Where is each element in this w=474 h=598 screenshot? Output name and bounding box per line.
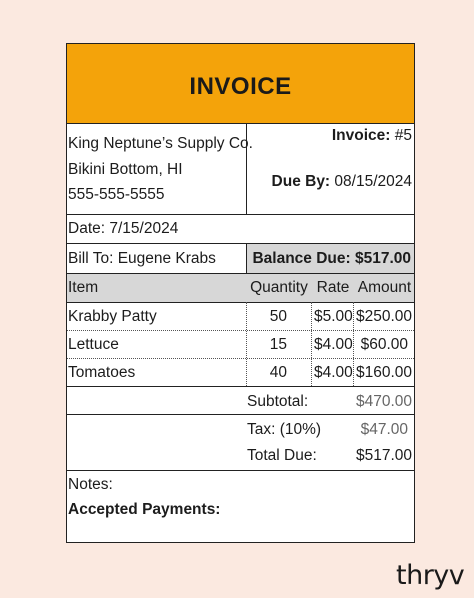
total-due-label: Total Due: xyxy=(247,447,317,464)
divider xyxy=(67,414,414,415)
subtotal-label: Subtotal: xyxy=(247,393,309,410)
item-rate: $4.00 xyxy=(314,336,353,353)
accepted-payments-label: Accepted Payments: xyxy=(68,501,221,518)
divider xyxy=(67,302,414,303)
divider xyxy=(246,302,247,386)
invoice-banner xyxy=(67,44,414,124)
item-rate: $4.00 xyxy=(314,364,353,381)
total-due-value: $517.00 xyxy=(355,447,412,464)
company-phone: 555-555-5555 xyxy=(68,186,165,203)
item-amount: $160.00 xyxy=(355,364,412,381)
invoice-number-line xyxy=(332,126,412,146)
item-rate: $5.00 xyxy=(314,308,353,325)
due-date-value: 08/15/2024 xyxy=(334,173,412,190)
date-line xyxy=(68,219,178,239)
due-date-line xyxy=(272,172,412,192)
item-name: Krabby Patty xyxy=(68,308,157,325)
divider xyxy=(67,386,414,387)
item-quantity: 40 xyxy=(269,364,287,381)
divider xyxy=(311,302,312,386)
bill-to-label: Bill To: xyxy=(68,250,114,267)
column-header-rate: Rate xyxy=(316,279,350,296)
notes-label: Notes: xyxy=(68,476,113,493)
header-divider xyxy=(246,123,247,214)
thryv-logo: thryv xyxy=(396,560,465,591)
date-value: 7/15/2024 xyxy=(109,220,179,237)
invoice-number-value: #5 xyxy=(394,127,412,144)
company-name: King Neptune’s Supply Co. xyxy=(68,135,253,152)
item-quantity: 50 xyxy=(269,308,287,325)
invoice-document xyxy=(66,43,415,543)
bill-to-value: Eugene Krabs xyxy=(117,250,216,267)
divider xyxy=(67,358,414,359)
column-header-item: Item xyxy=(68,279,99,296)
subtotal-value: $470.00 xyxy=(355,393,412,410)
item-amount: $250.00 xyxy=(355,308,412,325)
column-header-quantity: Quantity xyxy=(250,279,308,296)
divider xyxy=(67,330,414,331)
divider xyxy=(67,470,414,471)
divider xyxy=(67,214,414,215)
item-amount: $60.00 xyxy=(360,336,408,353)
invoice-number-label: Invoice: xyxy=(331,127,391,144)
item-quantity: 15 xyxy=(269,336,287,353)
invoice-title: INVOICE xyxy=(189,72,292,100)
tax-value: $47.00 xyxy=(360,421,408,438)
tax-label: Tax: (10%) xyxy=(247,421,322,438)
due-date-label: Due By: xyxy=(271,173,331,190)
company-city: Bikini Bottom, HI xyxy=(68,161,183,178)
date-label: Date: xyxy=(68,220,106,237)
column-header-amount: Amount xyxy=(357,279,412,296)
divider xyxy=(353,302,354,386)
bill-to-line xyxy=(68,249,216,269)
divider xyxy=(246,243,247,274)
item-name: Lettuce xyxy=(68,336,119,353)
item-name: Tomatoes xyxy=(68,364,136,381)
balance-due: Balance Due: $517.00 xyxy=(252,250,411,267)
